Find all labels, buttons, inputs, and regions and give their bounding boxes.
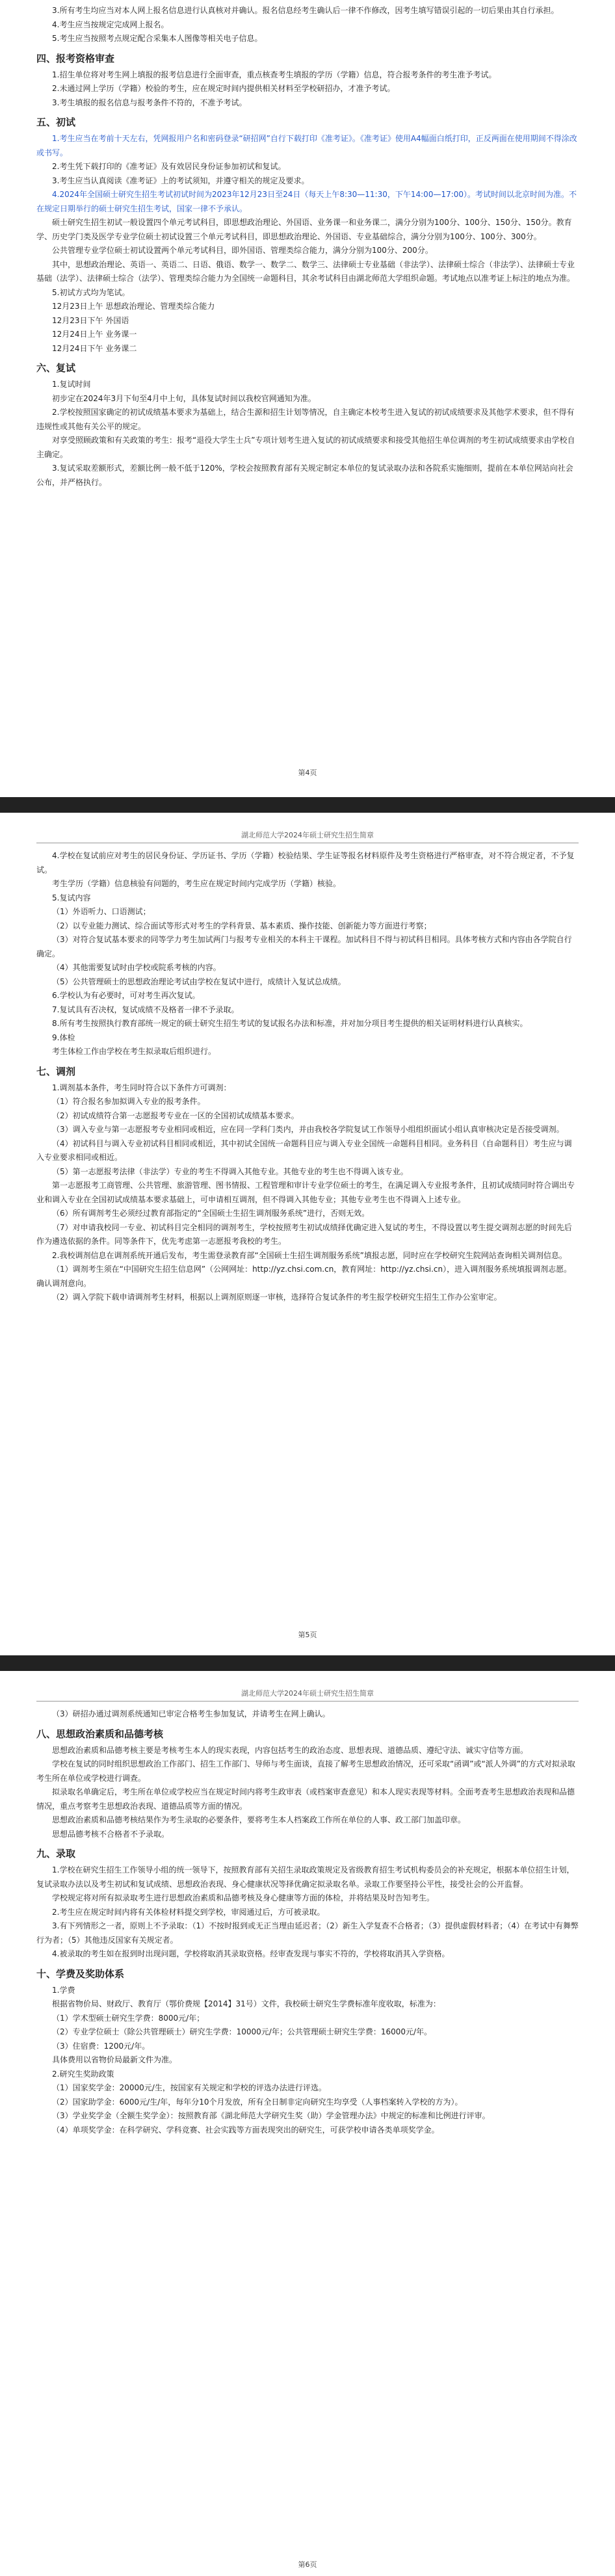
paragraph: 8.所有考生按照执行教育部统一规定的硕士研究生招生考试的复试报名办法和标准，并对加分项目考生提供的相关证明材料进行认真核实。 [52, 1019, 528, 1028]
paragraph: 学校在复试的同时组织思想政治工作部门、招生工作部门、导师与考生面谈，直接了解考生思想政治情况，还可采取“函调”或“派人外调”的方式对拟录取考生所在单位或学校进行调查。 [36, 1759, 575, 1783]
paragraph: （1）外语听力、口语测试； [52, 907, 151, 916]
paragraph: 7.复试具有否决权，复试成绩不及格者一律不予录取。 [52, 1005, 239, 1014]
paragraph: 其中，思想政治理论、英语一、英语二、日语、俄语、数学一、数学二、数学三、法律硕士专业基础（非法学）、法律硕士综合（非法学）、法律硕士专业基础（法学）、法律硕士综合（法学）、管理类综合能力为全国统一命题科目，其余考试科目由湖北师范大学组织命题。考试地点以准考证上标注的地点为准。 [36, 259, 575, 283]
page-number: 第6页 [298, 2560, 317, 2569]
paragraph: 拟录取名单确定后，考生所在单位或学校应当在规定时间内将考生政审表（或档案审查意见）和本人现实表现等材料。全面考查考生思想政治表现和品德情况，重点考察考生思想政治表现、道德品质等方面的情况。 [36, 1787, 575, 1811]
schedule-line: 12月23日下午 外国语 [52, 315, 129, 325]
paragraph: 对享受照顾政策和有关政策的考生：报考“退役大学生士兵”专项计划考生进入复试的初试成绩要求和接受其他招生单位调剂的考生初试成绩要求由学校自主确定。 [36, 436, 575, 459]
paragraph: 公共管理专业学位硕士初试设置两个单元考试科目，即外国语、管理类综合能力，满分分别为100分、200分。 [52, 246, 433, 255]
header-divider [36, 1701, 579, 1702]
paragraph: 3.复试采取差额形式，差额比例一般不低于120%，学校会按照教育部有关规定制定本单位的复试录取办法和各院系实施细则，提前在本单位网站向社会公布，并严格执行。 [36, 464, 573, 487]
page-1-content [36, 4, 579, 490]
paragraph: 根据省物价局、财政厅、教育厅（鄂价费规【2014】31号）文件，我校硕士研究生学费标准年度收取，标准为： [52, 1999, 441, 2008]
schedule-line: 12月23日上午 思想政治理论、管理类综合能力 [52, 302, 215, 311]
paragraph: （3）研招办通过调剂系统通知已审定合格考生参加复试，并请考生在网上确认。 [52, 1709, 330, 1718]
paragraph: 2.学校按照国家确定的初试成绩基本要求为基础上，结合生源和招生计划等情况，自主确定本校考生进入复试的初试成绩要求及其他学术要求，但不得有违规性或其他有关公平的规定。 [36, 408, 575, 431]
page-3-content [36, 1707, 579, 2137]
paragraph: 2.未通过网上学历（学籍）校验的考生，应在规定时间内提供相关材料至学校研招办，才准予考试。 [52, 84, 395, 93]
paragraph: 6.学校认为有必要时，可对考生再次复试。 [52, 991, 200, 1000]
paragraph: 4.考生应当按规定完成网上报名。 [52, 20, 169, 29]
paragraph: （1）国家奖学金：20000元/生，按国家有关规定和学校的评选办法进行评选。 [52, 2083, 326, 2092]
paragraph: （2）以专业能力测试、综合面试等形式对考生的学科背景、基本素质、操作技能、创新能力等方面进行考察； [52, 921, 432, 930]
paragraph: 硕士研究生招生初试一般设置四个单元考试科目，即思想政治理论、外国语、业务课一和业务课二，满分分别为100分、100分、150分、150分。教育学、历史学门类及医学专业学位硕士初试设置三个单元考试科目，即思想政治理论、外国语、专业基础综合，满分分别为100分、100分、300分。 [36, 218, 572, 241]
page-header: 湖北师范大学2024年硕士研究生招生简章 [241, 1689, 374, 1698]
section-title: 十、学费及奖助体系 [36, 1967, 125, 1980]
schedule-line: 12月24日上午 业务课一 [52, 330, 137, 339]
section-title: 六、复试 [36, 362, 76, 374]
paragraph: （3）对符合复试基本要求的同等学力考生加试两门与报考专业相关的本科主干课程。加试科目不得与初试科目相同。具体考核方式和内容由各学院自行确定。 [36, 935, 572, 958]
paragraph: 初步定在2024年3月下旬至4月中上旬，具体复试时间以我校官网通知为准。 [52, 393, 316, 403]
paragraph: （2）初试成绩符合第一志愿报考专业在一区的全国初试成绩基本要求。 [52, 1111, 299, 1120]
paragraph: （1）符合报名参加拟调入专业的报考条件。 [52, 1097, 205, 1106]
paragraph: （5）公共管理硕士的思想政治理论考试由学校在复试中进行，成绩计入复试总成绩。 [52, 977, 346, 986]
schedule-line: 12月24日下午 业务课二 [52, 343, 137, 353]
paragraph: （6）所有调剂考生必须经过教育部指定的“全国硕士生招生调剂服务系统”进行，否则无效。 [52, 1209, 370, 1218]
paragraph: 4.被录取的考生如在报到时出现问题，学校将取消其录取资格。经审查发现与事实不符的，学校将取消其入学资格。 [52, 1949, 450, 1958]
page-2-content [36, 849, 579, 1305]
paragraph: （4）其他需要复试时由学校或院系考核的内容。 [52, 963, 221, 972]
paragraph: 3.有下列情形之一者，原则上不予录取：（1）不按时报到或无正当理由延迟者；（2）新生入学复查不合格者；（3）提供虚假材料者；（4）在考试中有舞弊行为者；（5）其他违反国家有关规定者。 [36, 1921, 579, 1945]
paragraph: 1.学费 [52, 1985, 75, 1995]
page-number: 第4页 [298, 769, 317, 777]
paragraph: 考生体检工作由学校在考生拟录取后组织进行。 [52, 1047, 216, 1056]
paragraph: 学校规定将对所有拟录取考生进行思想政治素质和品德考核及身心健康等方面的体检，并将结果及时告知考生。 [52, 1893, 435, 1902]
paragraph: （4）初试科目与调入专业初试科目相同或相近，其中初试全国统一命题科目应与调入专业全国统一命题科目相同。业务科目（自命题科目）考生应与调入专业要求相同或相近。 [36, 1138, 572, 1162]
document-page-1 [0, 0, 615, 793]
paragraph: 考生学历（学籍）信息核验有问题的，考生应在规定时间内完成学历（学籍）核验。 [52, 879, 341, 888]
paragraph: 2.研究生奖助政策 [52, 2069, 114, 2079]
page-header: 湖北师范大学2024年硕士研究生招生简章 [241, 831, 374, 839]
section-title: 九、录取 [36, 1848, 76, 1860]
page-separator [0, 1655, 615, 1671]
paragraph: 5.考生应当按照考点规定配合采集本人图像等相关电子信息。 [52, 34, 263, 43]
paragraph: 2.我校调剂信息在调剂系统开通后发布，考生需登录教育部“全国硕士生招生调剂服务系统”填报志愿，同时应在学校研究生院网站查询相关调剂信息。 [52, 1250, 567, 1260]
document-page-3 [0, 1675, 615, 2576]
paragraph: （2）调入学院下载申请调剂考生材料，根据以上调剂原则逐一审核，选择符合复试条件的考生报学校研究生招生工作办公室审定。 [52, 1293, 502, 1302]
paragraph: 1.调剂基本条件，考生同时符合以下条件方可调剂： [52, 1083, 231, 1092]
paragraph: 1.考生应当在考前十天左右，凭网报用户名和密码登录“研招网”自行下载打印《准考证》。《准考证》使用A4幅面白纸打印，正反两面在使用期间不得涂改或书写。 [36, 134, 577, 157]
paragraph: 1.学校在研究生招生工作领导小组的统一领导下，按照教育部有关招生录取政策规定及省级教育招生考试机构委员会的补充规定，根据本单位招生计划，复试录取办法以及考生初试和复试成绩、思想政治表现、身心健康状况等择优确定拟录取名单。录取工作要坚持公平性，接受社会的公开监督。 [36, 1865, 575, 1889]
section-title: 四、报考资格审查 [36, 52, 115, 64]
paragraph: 思想品德考核不合格者不予录取。 [52, 1829, 170, 1839]
paragraph: 第一志愿报考工商管理、公共管理、旅游管理、图书情报、工程管理和审计专业学位硕士的考生，在满足调入专业报考条件，且初试成绩同时符合调出专业和调入专业在全国初试成绩基本要求基础上，可申请相互调剂，但不得调入其他专业；其他专业考生也不得调入上述专业。 [36, 1181, 575, 1204]
section-title: 八、思想政治素质和品德考核 [36, 1728, 164, 1740]
paragraph: （3）住宿费：1200元/年。 [52, 2041, 150, 2051]
paragraph: （1）调剂考生须在“中国研究生招生信息网”（公网网址：http://yz.chsi.com.cn，教育网址：http://yz.chsi.cn），进入调剂服务系统填报调剂志愿。确认调剂意向。 [36, 1265, 572, 1288]
section-title: 五、初试 [36, 116, 76, 128]
paragraph: 5.初试方式均为笔试。 [52, 287, 130, 297]
paragraph: （1）学术型硕士研究生学费：8000元/年； [52, 2013, 205, 2023]
paragraph: 5.复试内容 [52, 893, 91, 902]
paragraph: （2）专业学位硕士（除公共管理硕士）研究生学费：10000元/年；公共管理硕士研究生学费：16000元/年。 [52, 2027, 432, 2036]
paragraph: 4.学校在复试前应对考生的居民身份证、学历证书、学历（学籍）校验结果、学生证等报名材料原件及考生资格进行严格审查，对不符合规定者，不予复试。 [36, 851, 575, 874]
paragraph: 思想政治素质和品德考核主要是考核考生本人的现实表现，内容包括考生的政治态度、思想表现、道德品质、遵纪守法、诚实守信等方面。 [52, 1745, 529, 1755]
paragraph: 4.2024年全国硕士研究生招生考试初试时间为2023年12月23日至24日（每天上午8:30—11:30，下午14:00—17:00）。考试时间以北京时间为准。不在规定日期举行的硕士研究生招生考试，国家一律不予承认。 [36, 190, 577, 213]
paragraph: （4）单项奖学金：在科学研究、学科竞赛、社会实践等方面表现突出的研究生，可获学校申请各类单项奖学金。 [52, 2125, 439, 2135]
paragraph: （5）第一志愿报考法律（非法学）专业的考生不得调入其他专业。其他专业的考生也不得调入该专业。 [52, 1166, 408, 1176]
paragraph: 9.体检 [52, 1032, 75, 1042]
page-number: 第5页 [298, 1631, 317, 1639]
page-separator [0, 797, 615, 813]
document-page-2 [0, 817, 615, 1651]
paragraph: 3.所有考生均应当对本人网上报名信息进行认真核对并确认。报名信息经考生确认后一律不作修改，因考生填写错误引起的一切后果由其自行承担。 [52, 6, 559, 15]
paragraph: （2）国家助学金：6000元/生/年，每年分10个月发放，所有全日制非定向研究生均享受（人事档案转入学校的方为）。 [52, 2097, 463, 2107]
paragraph: 2.考生凭下载打印的《准考证》及有效居民身份证参加初试和复试。 [52, 162, 286, 171]
paragraph: 具体费用以省物价局最新文件为准。 [52, 2055, 177, 2064]
section-title: 七、调剂 [36, 1065, 76, 1077]
paragraph: 3.考生应当认真阅读《准考证》上的考试须知，并遵守相关的规定及要求。 [52, 176, 309, 185]
paragraph: 2.考生应在规定时间内将有关体检材料提交到学校，审阅通过后，方可被录取。 [52, 1907, 325, 1917]
paragraph: 1.招生单位将对考生网上填报的报考信息进行全面审查，重点核查考生填报的学历（学籍）信息，符合报考条件的考生准予考试。 [52, 70, 497, 79]
paragraph: 3.考生填报的报名信息与报考条件不符的，不准予考试。 [52, 98, 247, 107]
paragraph: 1.复试时间 [52, 380, 91, 389]
paragraph: （7）对申请我校同一专业、初试科目完全相同的调剂考生，学校按照考生初试成绩择优确定进入复试的考生，不得设置以考生提交调剂志愿的时间先后作为遴选依据的条件。同等条件下，优先考虑第一志愿报考我校的考生。 [36, 1222, 572, 1246]
paragraph: 思想政治素质和品德考核结果作为考生录取的必要条件，要将考生本人档案政工作所在单位的人事、政工部门加盖印章。 [52, 1815, 466, 1824]
paragraph: （3）调入专业与第一志愿报考专业相同或相近，应在同一学科门类内，并由我校各学院复试工作领导小组组织面试小组认真审核决定是否接受调剂。 [52, 1125, 564, 1134]
paragraph: （3）学业奖学金（全额生奖学金）：按照教育部《湖北师范大学研究生奖（助）学金管理办法》中规定的标准和比例进行评审。 [52, 2111, 490, 2120]
